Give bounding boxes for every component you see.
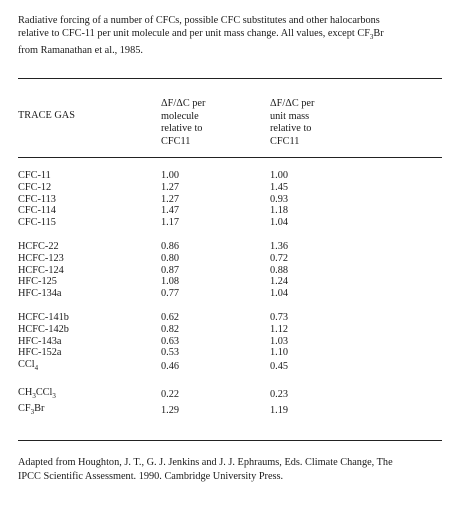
caption-line-2-end: Br [373, 28, 384, 39]
value-per-molecule: 1.29 [161, 404, 180, 416]
table-row [18, 288, 350, 300]
table-caption [18, 14, 438, 57]
group-spacer [18, 229, 350, 241]
gas-subscript: 3 [32, 392, 36, 401]
value-per-molecule: 0.62 [161, 311, 180, 323]
data-table [18, 170, 350, 419]
caption-line-1: Radiative forcing of a number of CFCs, possible CFC substitutes and other halocarbons [18, 15, 380, 26]
gas-subscript: 3 [52, 392, 56, 401]
gas-name: HCFC-123 [18, 252, 64, 264]
table-row [18, 359, 350, 375]
gas-name: CFC-113 [18, 193, 56, 205]
gas-subscript: 4 [34, 364, 39, 373]
value-per-mass: 1.04 [270, 217, 289, 229]
value-per-molecule: 0.46 [161, 361, 180, 373]
header-per-mass-line: ΔF/ΔC per [270, 98, 315, 109]
table-row [18, 276, 350, 288]
table-row [18, 205, 350, 217]
value-per-mass: 1.19 [270, 404, 289, 416]
gas-name: HCFC-141b [18, 311, 69, 323]
gas-formula: CCl [18, 359, 35, 371]
value-per-molecule: 0.53 [161, 347, 180, 359]
group-spacer [18, 300, 350, 312]
value-per-mass: 1.24 [270, 276, 289, 288]
header-per-molecule-line: relative to [161, 123, 203, 134]
gas-formula: CF [18, 402, 31, 414]
header-per-mass [270, 98, 360, 148]
table-row [18, 265, 350, 277]
table-row [18, 194, 350, 206]
value-per-mass: 0.23 [270, 389, 289, 401]
header-per-mass-line: relative to [270, 123, 312, 134]
value-per-molecule: 0.22 [161, 389, 180, 401]
table-row [18, 170, 350, 182]
value-per-mass: 1.00 [270, 170, 289, 181]
gas-formula-end: Br [34, 402, 45, 414]
header-per-mass-line: unit mass [270, 110, 310, 122]
header-trace-gas: TRACE GAS [18, 110, 75, 121]
caption-line-3: from Ramanathan et al., 1985. [18, 45, 143, 57]
table-row [18, 312, 350, 324]
gas-name: CFC-11 [18, 170, 51, 181]
caption-line-2-text: relative to CFC-11 per unit molecule and per unit mass change. All values, except CF [18, 28, 370, 39]
table-row [18, 182, 350, 194]
table-row [18, 324, 350, 336]
value-per-molecule: 1.17 [161, 217, 180, 229]
bottom-rule [18, 440, 442, 441]
gas-name [18, 359, 161, 375]
value-per-mass: 1.36 [270, 240, 289, 252]
caption-line-2 [18, 27, 438, 44]
value-per-molecule: 0.63 [161, 335, 180, 347]
group-spacer [18, 375, 350, 387]
table-row [18, 387, 350, 403]
gas-name: CFC-12 [18, 181, 52, 193]
gas-formula-mid: CCl [35, 387, 53, 398]
gas-name [18, 403, 161, 419]
table-row [18, 217, 350, 229]
top-rule [18, 78, 442, 79]
value-per-mass: 1.12 [270, 323, 289, 335]
gas-name [18, 387, 161, 403]
value-per-molecule: 1.08 [161, 276, 180, 288]
gas-name: CFC-114 [18, 205, 56, 217]
value-per-mass: 0.93 [270, 193, 289, 205]
table-row [18, 241, 350, 253]
header-per-mass-line: CFC11 [270, 135, 300, 147]
value-per-mass: 0.88 [270, 264, 289, 276]
gas-name: HCFC-124 [18, 264, 64, 276]
value-per-molecule: 0.87 [161, 264, 180, 276]
value-per-mass: 0.45 [270, 361, 289, 373]
caption-subscript: 3 [369, 33, 374, 42]
source-line-1: Adapted from Houghton, J. T., G. J. Jenkins and J. J. Ephraums, Eds. Climate Change, The [18, 457, 393, 468]
header-per-molecule-line: CFC11 [161, 135, 191, 147]
table-row [18, 336, 350, 348]
value-per-molecule: 1.00 [161, 170, 180, 181]
gas-name: HFC-134a [18, 288, 62, 300]
gas-name: CFC-115 [18, 217, 56, 229]
value-per-mass: 1.10 [270, 347, 289, 359]
table-row [18, 253, 350, 265]
gas-name: HFC-125 [18, 276, 57, 288]
source-line-2: IPCC Scientific Assessment. 1990. Cambridge University Press. [18, 471, 284, 482]
gas-subscript: 3 [30, 407, 35, 416]
table-row [18, 347, 350, 359]
header-rule [18, 157, 442, 158]
value-per-mass: 0.73 [270, 311, 289, 323]
value-per-molecule: 0.86 [161, 240, 180, 252]
gas-name: HCFC-142b [18, 323, 69, 335]
value-per-molecule: 1.27 [161, 181, 180, 193]
value-per-mass: 1.18 [270, 205, 289, 217]
header-per-molecule-line: molecule [161, 110, 199, 122]
value-per-molecule: 1.27 [161, 193, 180, 205]
value-per-molecule: 0.77 [161, 288, 180, 300]
header-per-molecule-line: ΔF/ΔC per [161, 98, 206, 109]
value-per-molecule: 0.80 [161, 252, 180, 264]
value-per-mass: 1.04 [270, 288, 289, 300]
value-per-molecule: 1.47 [161, 205, 180, 217]
value-per-mass: 1.45 [270, 181, 289, 193]
value-per-molecule: 0.82 [161, 323, 180, 335]
value-per-mass: 1.03 [270, 335, 289, 347]
value-per-mass: 0.72 [270, 252, 289, 264]
gas-formula: CH [18, 387, 33, 398]
gas-name: HCFC-22 [18, 240, 59, 252]
source-note [18, 456, 442, 484]
gas-name: HFC-152a [18, 347, 62, 359]
header-per-molecule [161, 98, 251, 148]
table-row [18, 403, 350, 419]
gas-name: HFC-143a [18, 335, 62, 347]
